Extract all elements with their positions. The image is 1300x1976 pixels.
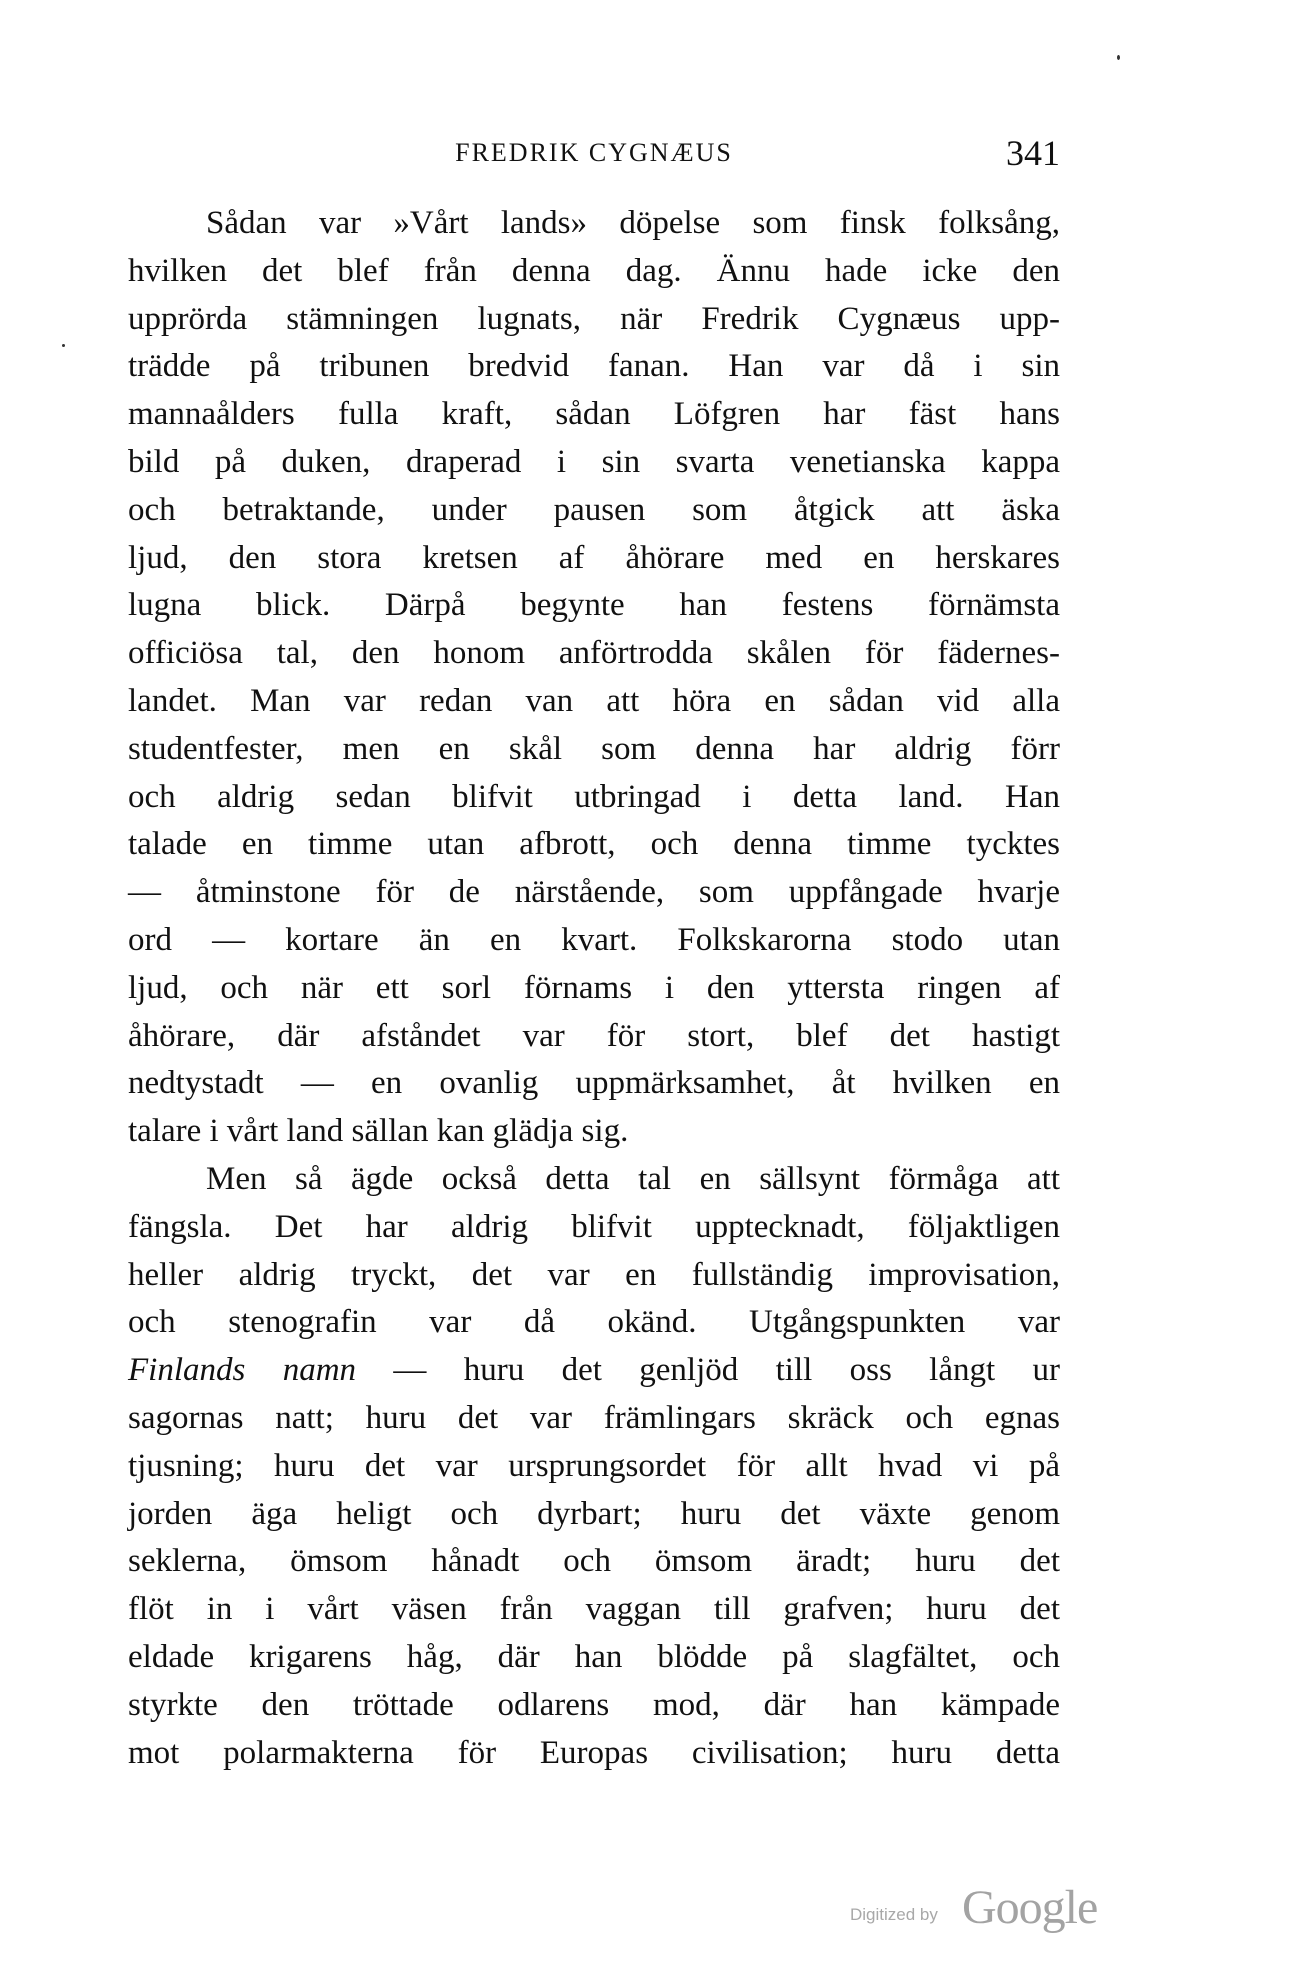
text-line: mot polarmakterna för Europas civilisation; huru detta [128,1734,1060,1771]
text-line: ljud, och när ett sorl förnams i den yttersta ringen af [128,969,1060,1006]
text-line: och aldrig sedan blifvit utbringad i detta land. Han [128,778,1060,815]
running-head: FREDRIK CYGNÆUS [455,138,733,167]
text-line: seklerna, ömsom hånadt och ömsom äradt; huru det [128,1543,1060,1580]
text-line-with-italic [128,1347,1060,1395]
text-line: heller aldrig tryckt, det var en fullständig improvisation, [128,1256,1060,1293]
text-line: bild på duken, draperad i sin svarta venetianska kappa [128,443,1060,480]
text-line: fängsla. Det har aldrig blifvit upptecknadt, följaktligen [128,1208,1060,1245]
text-line: lugna blick. Därpå begynte han festens förnämsta [128,587,1060,624]
text-line: talade en timme utan afbrott, och denna timme tycktes [128,826,1060,863]
text-line: Men så ägde också detta tal en sällsynt förmåga att [206,1160,1060,1197]
text-line: studentfester, men en skål som denna har aldrig förr [128,730,1060,767]
text-line: flöt in i vårt väsen från vaggan till grafven; huru det [128,1591,1060,1628]
text-line: talare i vårt land sällan kan glädja sig. [128,1113,629,1150]
page-number: 341 [1006,133,1060,173]
speck-mark [1117,55,1120,60]
text-line: — åtminstone för de närstående, som uppfångade hvarje [128,874,1060,911]
text-line: tjusning; huru det var ursprungsordet för allt hvad vi på [128,1447,1060,1484]
page-header [128,132,1060,182]
text-line: eldade krigarens håg, där han blödde på slagfältet, och [128,1638,1060,1675]
text-line: sagornas natt; huru det var främlingars skräck och egnas [128,1399,1060,1436]
text-fragment: huru det genljöd till oss långt ur [463,1352,1061,1389]
text-line: och betraktande, under pausen som åtgick att äska [128,491,1060,528]
text-line: jorden äga heligt och dyrbart; huru det växte genom [128,1495,1060,1532]
text-line: och stenografin var då okänd. Utgångspunkten var [128,1304,1060,1341]
text-line: mannaålders fulla kraft, sådan Löfgren har fäst hans [128,396,1060,433]
text-line: hvilken det blef från denna dag. Ännu hade icke den [128,252,1060,289]
text-line: upprörda stämningen lugnats, när Fredrik Cygnæus upp- [128,300,1060,337]
text-line: trädde på tribunen bredvid fanan. Han var då i sin [128,348,1060,385]
italic-phrase: Finlands namn [128,1352,357,1389]
em-dash: — [393,1352,427,1389]
google-logo: Google [962,1881,1098,1934]
digitized-watermark [850,1880,1170,1940]
text-line: ord — kortare än en kvart. Folkskarorna stodo utan [128,921,1060,958]
text-line: styrkte den tröttade odlarens mod, där han kämpade [128,1686,1060,1723]
text-line: Sådan var »Vårt lands» döpelse som finsk folksång, [206,205,1060,241]
text-line: landet. Man var redan van att höra en sådan vid alla [128,682,1060,719]
text-line: nedtystadt — en ovanlig uppmärksamhet, åt hvilken en [128,1065,1060,1102]
body-text [128,200,1060,1777]
text-line: åhörare, där afståndet var för stort, blef det hastigt [128,1017,1060,1054]
text-line: ljud, den stora kretsen af åhörare med en herskares [128,539,1060,576]
digitized-by-label: Digitized by [850,1905,938,1924]
speck-mark [62,344,65,347]
text-line: officiösa tal, den honom anförtrodda skålen för fädernes- [128,635,1060,672]
